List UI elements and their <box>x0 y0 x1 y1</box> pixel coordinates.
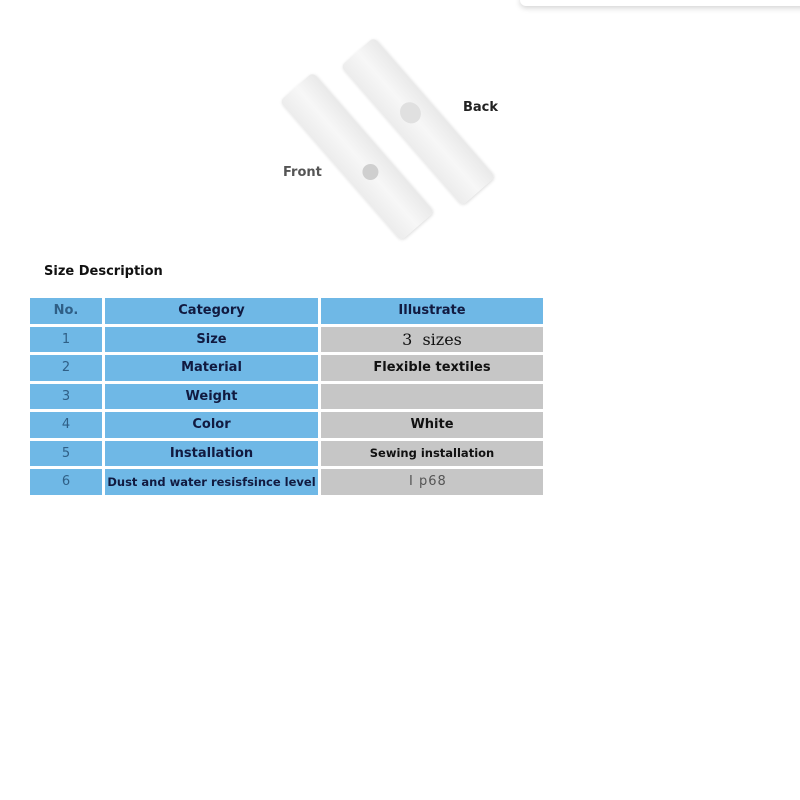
chip-icon <box>396 98 426 128</box>
row-illustrate: Sewing installation <box>321 441 543 467</box>
row-category: Material <box>105 355 318 381</box>
back-label: Back <box>463 100 499 115</box>
size-description-table <box>30 298 543 498</box>
row-no: 4 <box>30 412 102 438</box>
row-illustrate <box>321 384 543 410</box>
table-row <box>30 355 543 381</box>
table-header-row <box>30 298 543 324</box>
row-category: Weight <box>105 384 318 410</box>
row-illustrate: I p68 <box>321 469 543 495</box>
chip-icon <box>359 161 382 184</box>
row-no: 1 <box>30 327 102 353</box>
top-panel-edge <box>520 0 800 6</box>
header-no: No. <box>30 298 102 324</box>
row-category: Size <box>105 327 318 353</box>
row-category: Dust and water resisfsince level <box>105 469 318 495</box>
row-no: 2 <box>30 355 102 381</box>
row-category: Installation <box>105 441 318 467</box>
section-title: Size Description <box>44 264 163 279</box>
row-no: 6 <box>30 469 102 495</box>
table-row <box>30 384 543 410</box>
row-no: 3 <box>30 384 102 410</box>
header-illustrate: Illustrate <box>321 298 543 324</box>
row-illustrate: Flexible textiles <box>321 355 543 381</box>
row-category: Color <box>105 412 318 438</box>
table-row <box>30 441 543 467</box>
row-no: 5 <box>30 441 102 467</box>
table-row <box>30 327 543 353</box>
row-illustrate: White <box>321 412 543 438</box>
row-illustrate: 3 sizes <box>321 327 543 353</box>
table-row <box>30 412 543 438</box>
table-row <box>30 469 543 495</box>
front-label: Front <box>283 165 322 180</box>
header-category: Category <box>105 298 318 324</box>
